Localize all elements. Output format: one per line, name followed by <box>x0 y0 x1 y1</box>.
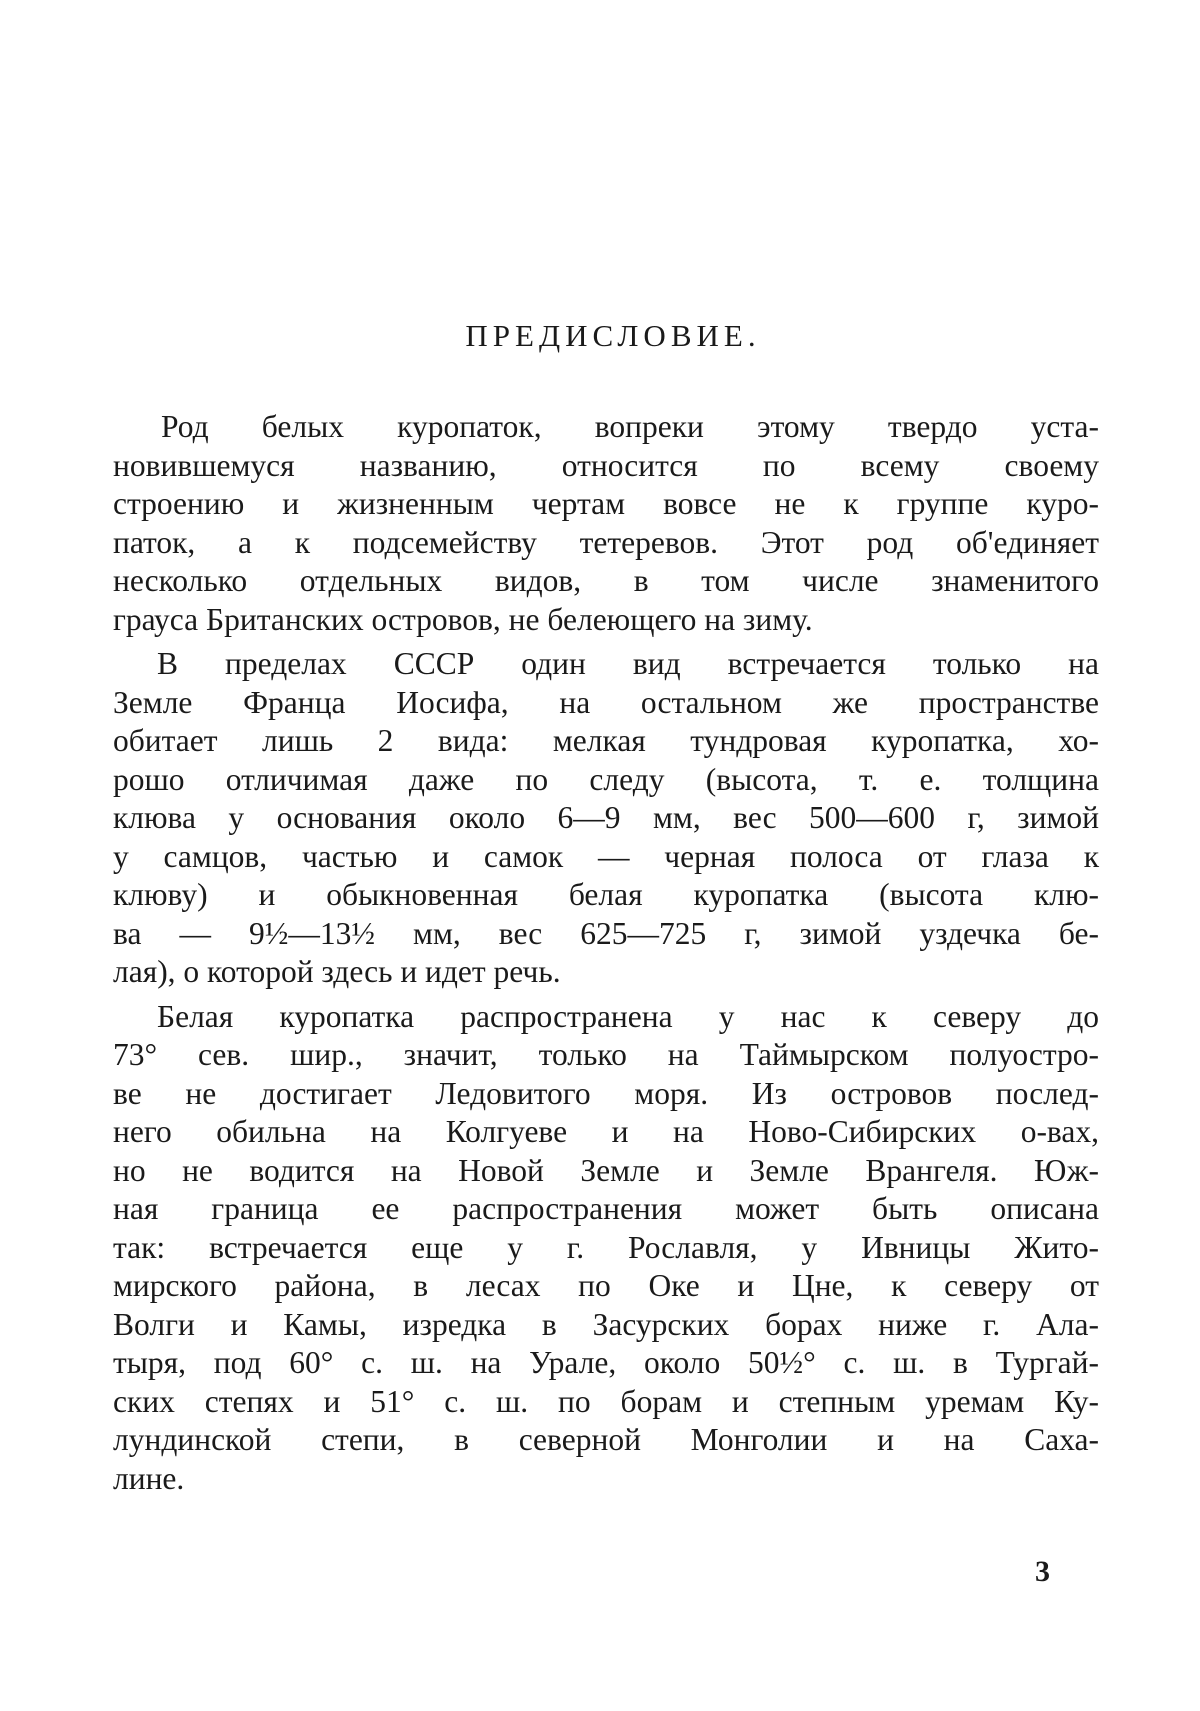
text-line: мирского района, в лесах по Оке и Цне, к северу от <box>113 1268 1099 1303</box>
text-line: ва — 9½—13½ мм, вес 625—725 г, зимой уздечка бе- <box>113 915 1099 951</box>
text-line: ских степях и 51° с. ш. по борам и степным уремам Ку- <box>113 1383 1099 1419</box>
page-number: 3 <box>1035 1555 1050 1588</box>
text-line: тыря, под 60° с. ш. на Урале, около 50½° с. ш. в Тургай- <box>113 1345 1099 1380</box>
paragraph-1 <box>113 408 1099 639</box>
text-line: ная граница ее распространения может быть описана <box>113 1191 1099 1226</box>
paragraph-2 <box>113 645 1099 992</box>
text-line: 73° сев. шир., значит, только на Таймырском полуостро- <box>113 1037 1099 1072</box>
text-line: но не водится на Новой Земле и Земле Врангеля. Юж- <box>113 1152 1099 1188</box>
paragraph-3 <box>113 998 1099 1499</box>
body-text <box>113 408 1099 1498</box>
text-line: лине. <box>113 1460 185 1496</box>
text-line: него обильна на Колгуеве и на Ново-Сибирских о-вах, <box>113 1114 1099 1149</box>
page-heading: ПРЕДИСЛОВИЕ. <box>465 318 761 353</box>
text-line: у самцов, частью и самок — черная полоса от глаза к <box>113 838 1099 874</box>
text-line: паток, а к подсемейству тетеревов. Этот род об'единяет <box>113 524 1099 560</box>
text-line: лая), о которой здесь и идет речь. <box>113 954 561 989</box>
text-line: рошо отличимая даже по следу (высота, т. е. толщина <box>113 761 1099 797</box>
text-line: строению и жизненным чертам вовсе не к группе куро- <box>113 486 1099 521</box>
text-line: клюва у основания около 6—9 мм, вес 500—600 г, зимой <box>113 800 1099 835</box>
text-line: новившемуся названию, относится по всему своему <box>113 447 1099 483</box>
text-line: грауса Британских островов, не белеющего на зиму. <box>113 601 813 637</box>
text-line: клюву) и обыкновенная белая куропатка (высота клю- <box>113 877 1099 912</box>
text-line: несколько отдельных видов, в том числе знаменитого <box>113 563 1099 598</box>
text-line: ве не достигает Ледовитого моря. Из островов послед- <box>113 1075 1099 1111</box>
text-line: так: встречается еще у г. Рославля, у Ивницы Жито- <box>113 1229 1099 1265</box>
text-line: Род белых куропаток, вопреки этому твердо уста- <box>161 409 1099 444</box>
text-line: Земле Франца Иосифа, на остальном же пространстве <box>113 684 1099 720</box>
text-line: Белая куропатка распространена у нас к северу до <box>157 998 1099 1034</box>
text-line: В пределах СССР один вид встречается только на <box>157 646 1099 681</box>
text-line: Волги и Камы, изредка в Засурских борах ниже г. Ала- <box>113 1306 1099 1342</box>
text-line: лундинской степи, в северной Монголии и на Саха- <box>113 1422 1099 1457</box>
text-line: обитает лишь 2 вида: мелкая тундровая куропатка, хо- <box>113 723 1099 758</box>
